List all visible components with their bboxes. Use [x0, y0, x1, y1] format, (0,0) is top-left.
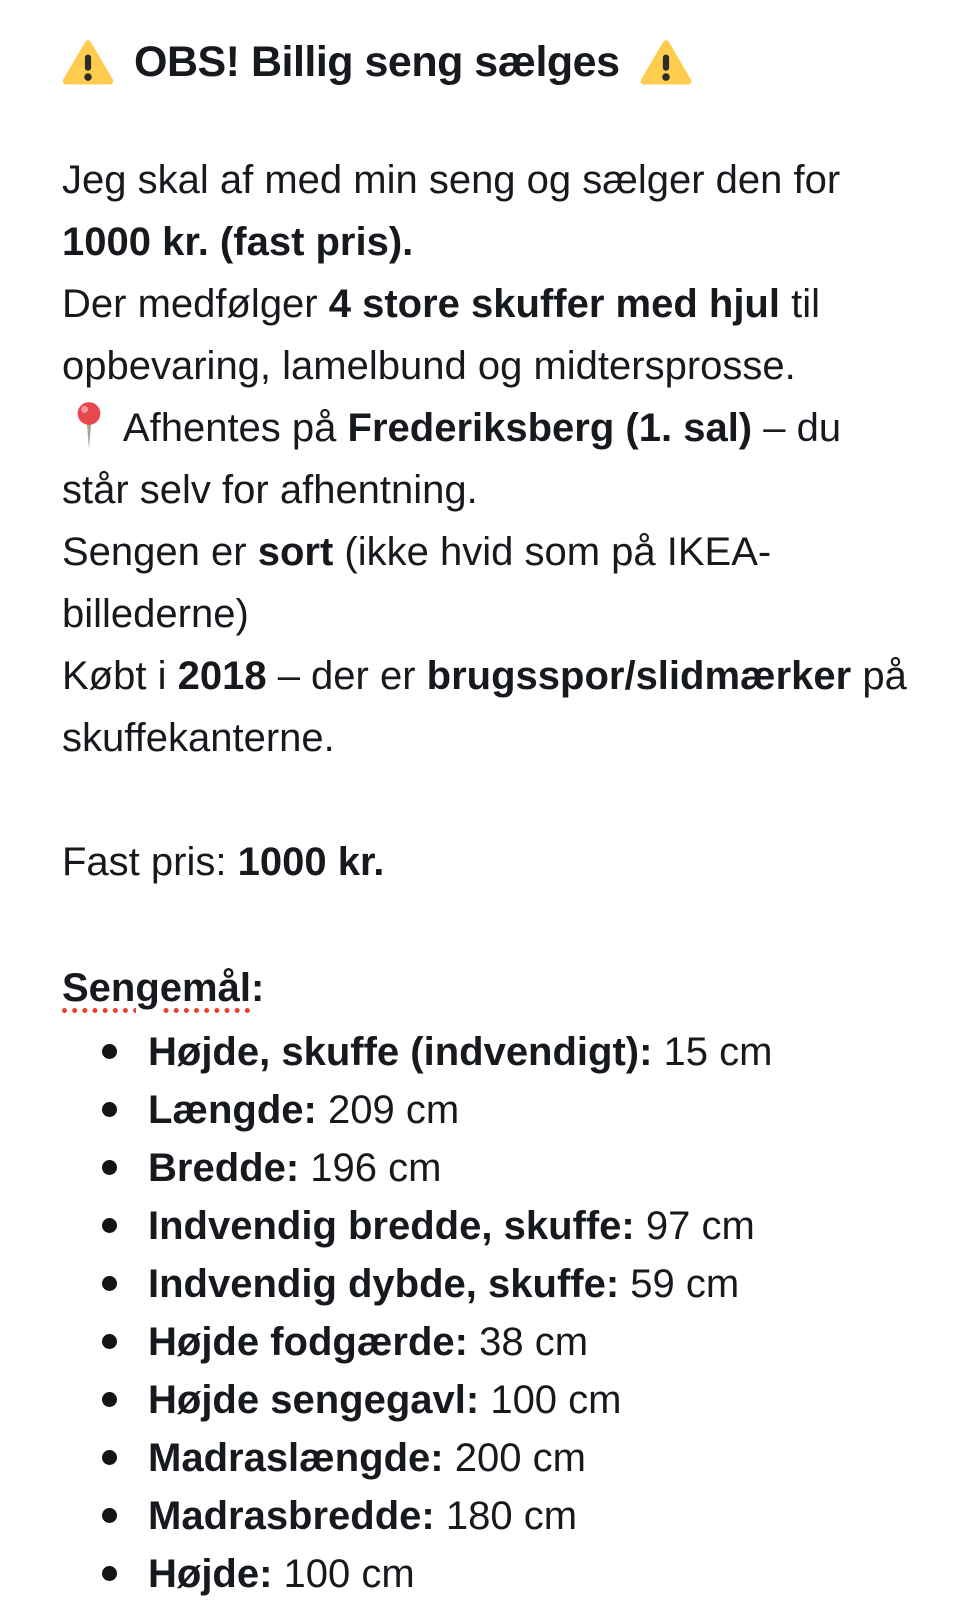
measurement-label: Indvendig bredde, skuffe:	[148, 1204, 635, 1248]
measurement-value: 38 cm	[467, 1320, 589, 1364]
text-segment: Der medfølger	[62, 282, 329, 326]
measurement-item	[62, 1545, 908, 1603]
text-segment: Afhentes på	[114, 406, 348, 450]
text-segment: Købt i	[62, 654, 178, 698]
text-segment: på skuffekanterne.	[62, 654, 907, 760]
measurement-label: Højde sengegavl:	[148, 1378, 480, 1422]
post-paragraph	[62, 521, 908, 645]
bold-text-segment: 1000 kr.	[237, 840, 385, 884]
measurement-value: 100 cm	[479, 1378, 622, 1422]
measurement-label: Højde fodgærde:	[148, 1320, 468, 1364]
measurement-item	[62, 1255, 908, 1313]
measurement-label: Indvendig dybde, skuffe:	[148, 1262, 620, 1306]
post-paragraph	[62, 645, 908, 769]
bold-text-segment: 2018	[177, 654, 267, 698]
text-segment: (ikke hvid som på IKEA-billederne)	[62, 530, 772, 636]
measurement-item	[62, 1487, 908, 1545]
price-line	[62, 831, 908, 893]
text-segment: Fast pris:	[62, 840, 238, 884]
measurement-item	[62, 1023, 908, 1081]
post-title	[62, 38, 908, 87]
measurement-label: Madraslængde:	[148, 1436, 444, 1480]
post-title-text: OBS! Billig seng sælges	[134, 38, 620, 86]
text-segment: Sengen er	[62, 530, 258, 574]
measurement-item	[62, 1429, 908, 1487]
measurements-list	[62, 1023, 908, 1603]
measurement-item	[62, 1139, 908, 1197]
post-paragraph	[62, 273, 908, 397]
bold-text-segment: 1000 kr. (fast pris).	[62, 220, 414, 264]
post-paragraph	[62, 397, 908, 521]
post-paragraph	[62, 149, 908, 273]
measurement-label: Bredde:	[148, 1146, 300, 1190]
measurement-value: 196 cm	[299, 1146, 442, 1190]
measurements-heading	[62, 957, 908, 1019]
measurement-label: Længde:	[148, 1088, 317, 1132]
measurement-value: 200 cm	[443, 1436, 586, 1480]
pin-icon	[62, 397, 114, 459]
bold-text-segment: sort	[257, 530, 334, 574]
text-segment: – du står selv for afhentning.	[62, 406, 842, 512]
measurement-label: Madrasbredde:	[148, 1494, 435, 1538]
bold-text-segment: Frederiksberg (1. sal)	[347, 406, 753, 450]
bold-text-segment: brugsspor/slidmærker	[426, 654, 852, 698]
text-segment: – der er	[266, 654, 427, 698]
measurement-item	[62, 1081, 908, 1139]
bold-text-segment: 4 store skuffer med hjul	[328, 282, 780, 326]
measurement-value: 209 cm	[316, 1088, 460, 1132]
post-body	[62, 149, 908, 769]
text-segment: Jeg skal af med min seng og sælger den for	[62, 158, 841, 202]
measurement-value: 15 cm	[652, 1030, 773, 1074]
measurements-heading-word: Sengemål	[62, 966, 251, 1010]
measurement-value: 59 cm	[619, 1262, 740, 1306]
measurement-label: Højde, skuffe (indvendigt):	[148, 1030, 653, 1074]
measurement-item	[62, 1313, 908, 1371]
measurement-item	[62, 1197, 908, 1255]
measurement-value: 180 cm	[434, 1494, 578, 1538]
measurement-value: 100 cm	[272, 1552, 415, 1596]
text-segment: til opbevaring, lamelbund og midtersprosse.	[62, 282, 820, 388]
measurement-item	[62, 1371, 908, 1429]
warning-icon	[62, 39, 114, 87]
measurement-value: 97 cm	[634, 1204, 755, 1248]
warning-icon	[640, 39, 692, 87]
measurements-heading-colon: :	[250, 966, 265, 1010]
measurement-label: Højde:	[148, 1552, 273, 1596]
